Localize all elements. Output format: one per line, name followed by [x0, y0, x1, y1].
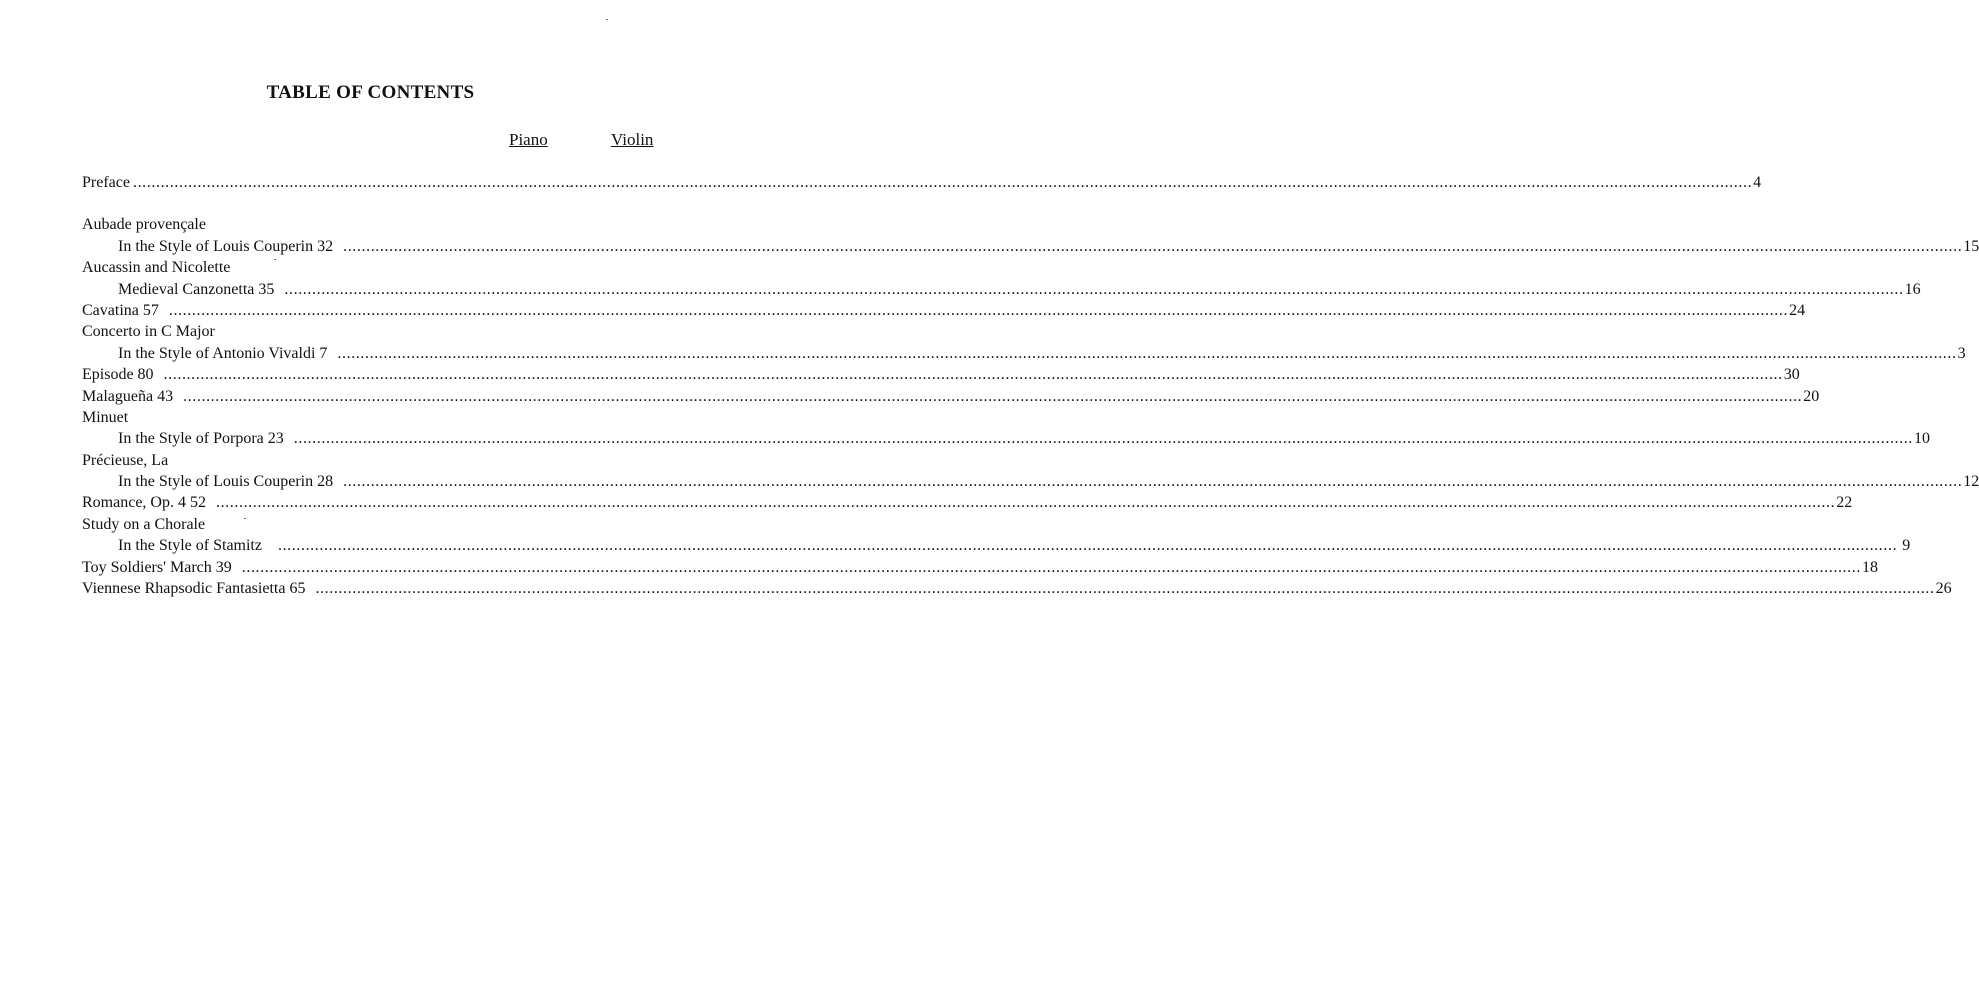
dot-leader: [337, 343, 1956, 364]
violin-page: 26: [1935, 580, 1952, 598]
dot-leader: [284, 279, 1903, 300]
entry-title: Viennese Rhapsodic Fantasietta: [82, 580, 286, 598]
piano-page: 28: [317, 473, 334, 491]
toc-entry: [82, 578, 1952, 599]
dot-leader: [216, 492, 1835, 513]
entry-subtitle: In the Style of Louis Couperin: [118, 237, 314, 255]
piano-page: 57: [142, 301, 159, 319]
entry-subtitle: In the Style of Porpora: [118, 430, 264, 448]
dot-leader: [294, 428, 1913, 449]
toc-entry: [82, 557, 1878, 578]
toc-entry-preface: [82, 172, 1762, 193]
piano-page: 32: [317, 237, 334, 255]
entry-subtitle: In the Style of Antonio Vivaldi: [118, 344, 316, 362]
toc-entry: [82, 236, 1979, 257]
dot-leader: [169, 300, 1788, 321]
toc-entry: [82, 364, 1800, 385]
piano-page: 23: [267, 430, 284, 448]
entry-subtitle: In the Style of Stamitz: [118, 537, 262, 555]
dot-leader: [242, 557, 1861, 578]
toc-entry: [82, 386, 1820, 407]
dot-leader: [164, 364, 1783, 385]
toc-entry-title: [82, 257, 654, 278]
dot-leader: [133, 172, 1752, 193]
violin-page: 22: [1836, 494, 1853, 512]
violin-page: 3: [1957, 344, 1966, 362]
entry-title: Concerto in C Major: [82, 323, 215, 341]
piano-page: 7: [319, 344, 328, 362]
contents-list: [82, 172, 1979, 599]
entry-subtitle: Medieval Canzonetta: [118, 280, 255, 298]
entry-title: Episode: [82, 366, 134, 384]
dot-leader: [278, 535, 1897, 556]
entry-title: Cavatina: [82, 301, 139, 319]
violin-page: 18: [1861, 558, 1878, 576]
piano-column-header: Piano: [509, 130, 548, 149]
piano-page: 35: [258, 280, 275, 298]
dot-leader: [343, 471, 1962, 492]
toc-entry: [82, 492, 1853, 513]
dot-leader: [343, 236, 1962, 257]
violin-page: 15: [1963, 237, 1979, 255]
violin-page: 12: [1963, 473, 1979, 491]
violin-page: 30: [1783, 366, 1800, 384]
violin-page: 24: [1789, 301, 1806, 319]
toc-entry: [82, 300, 1806, 321]
dot-leader: [315, 578, 1934, 599]
entry-subtitle: In the Style of Louis Couperin: [118, 473, 314, 491]
scan-speck: [606, 19, 608, 20]
piano-page: 80: [137, 366, 154, 384]
entry-title: Malagueña: [82, 387, 154, 405]
piano-page: 43: [157, 387, 174, 405]
violin-page: 16: [1904, 280, 1921, 298]
entry-title: Aucassin and Nicolette: [82, 259, 231, 277]
entry-title: Preface: [82, 174, 130, 191]
toc-entry: [82, 279, 1921, 300]
violin-page: 10: [1913, 430, 1930, 448]
toc-entry-title: [82, 214, 654, 235]
piano-page: 52: [189, 494, 206, 512]
violin-page: 9: [1902, 537, 1911, 555]
scan-speck: [569, 186, 571, 187]
piano-page: 65: [289, 580, 306, 598]
entry-title: Aubade provençale: [82, 216, 206, 234]
toc-entry-title: [82, 407, 654, 428]
entry-title: Romance, Op. 4: [82, 494, 186, 512]
toc-entry-title: [82, 321, 654, 342]
entry-title: Study on a Chorale: [82, 515, 206, 533]
violin-column-header: Violin: [611, 130, 654, 149]
piano-page: 39: [215, 558, 232, 576]
entry-title: Toy Soldiers' March: [82, 558, 212, 576]
entry-title: Minuet: [82, 408, 129, 426]
toc-entry-title: [82, 450, 654, 471]
scan-speck: [244, 518, 246, 519]
piano-page: 4: [1753, 174, 1762, 191]
scan-speck: [274, 259, 276, 260]
toc-entry: [82, 428, 1930, 449]
dot-leader: [183, 386, 1802, 407]
page-title: TABLE OF CONTENTS: [266, 82, 475, 103]
entry-title: Précieuse, La: [82, 451, 169, 469]
toc-entry: [82, 535, 1911, 556]
violin-page: 20: [1803, 387, 1820, 405]
toc-entry: [82, 343, 1966, 364]
toc-entry: [82, 471, 1979, 492]
toc-entry-title: [82, 514, 654, 535]
